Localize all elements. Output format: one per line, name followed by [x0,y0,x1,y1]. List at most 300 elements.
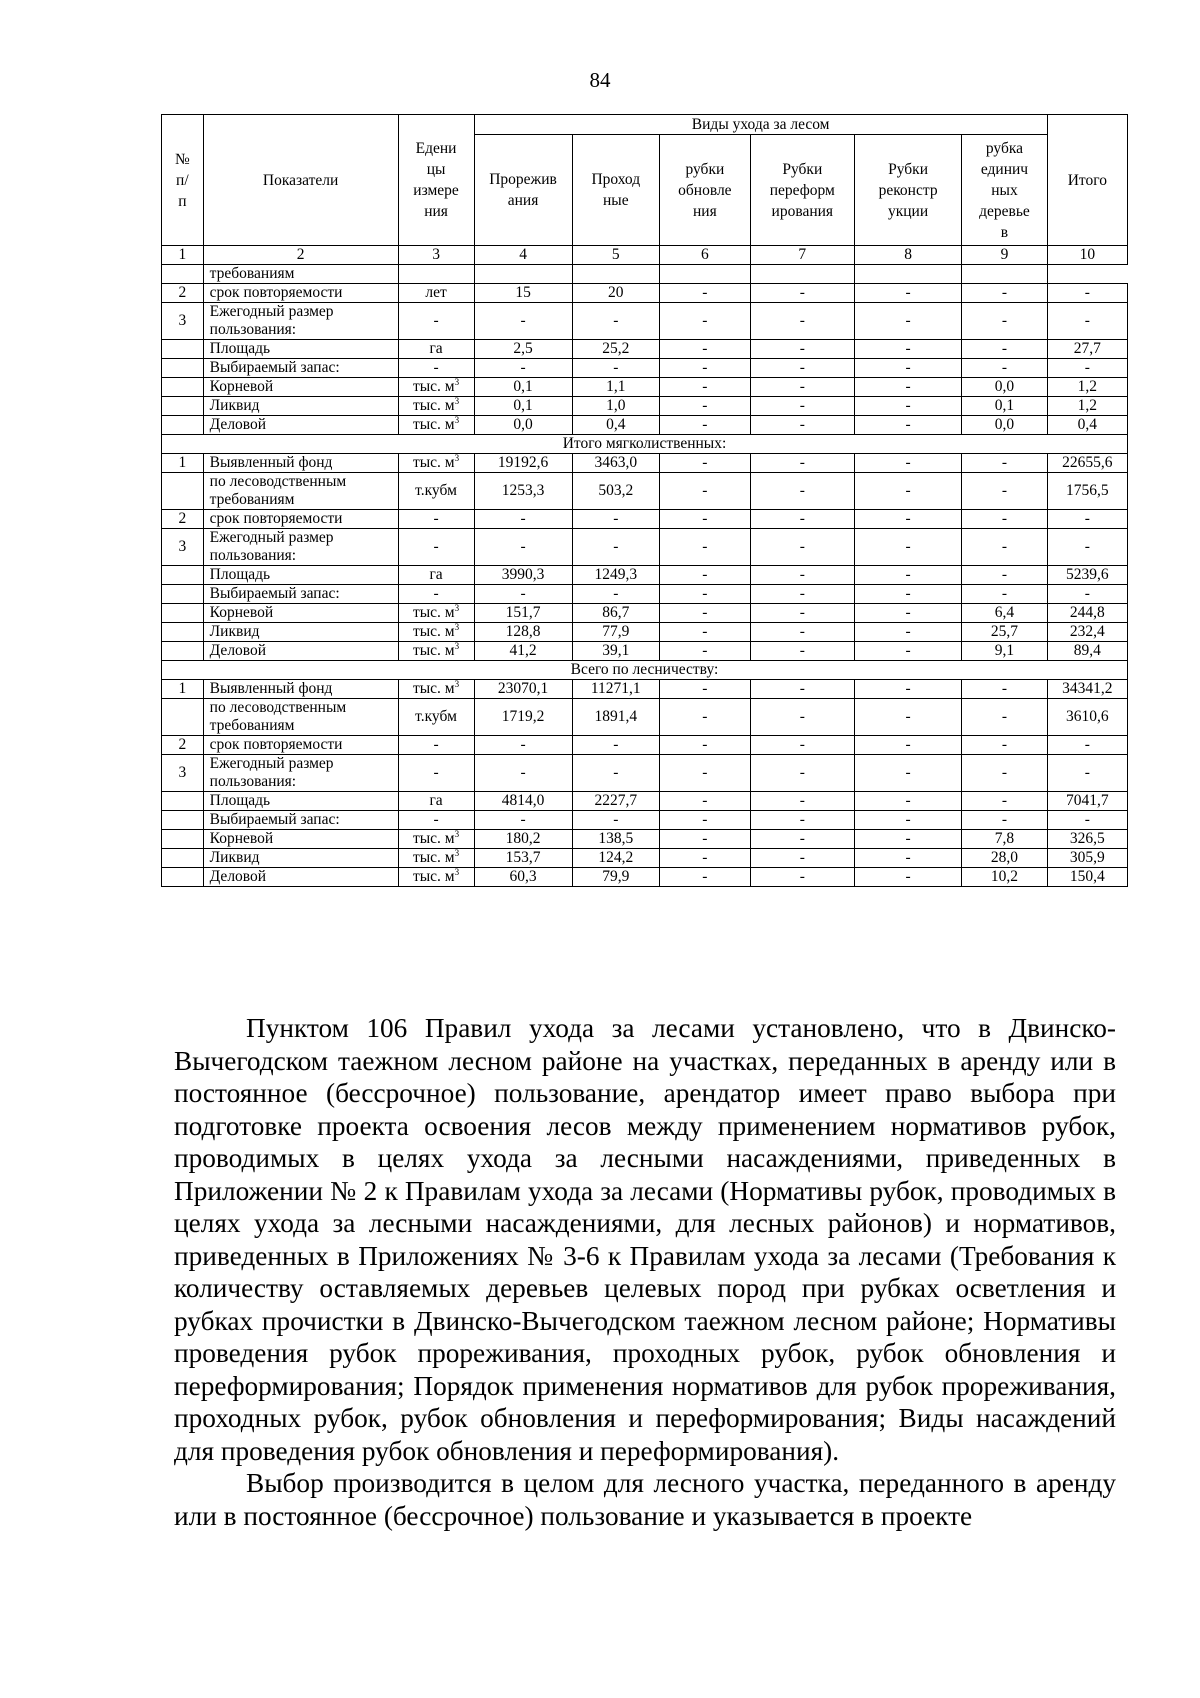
row-value: - [854,792,961,811]
row-value: 2227,7 [572,792,660,811]
header-text: Прорежив [489,171,557,188]
row-value: 89,4 [1047,642,1127,661]
row-value: - [660,849,751,868]
unit-superscript: 3 [454,377,460,387]
row-value: - [660,510,751,529]
header-text: ния [693,202,717,220]
row-unit: га [398,792,474,811]
row-number: 2 [162,736,204,755]
row-value: - [750,585,854,604]
header-care-type [660,135,751,246]
row-number: 1 [162,680,204,699]
row-value: - [750,736,854,755]
row-label: Ликвид [203,397,398,416]
unit-superscript: 3 [454,679,460,689]
row-value: - [660,736,751,755]
row-value: 5239,6 [1047,566,1127,585]
row-value: - [962,473,1047,510]
row-number [162,699,204,736]
row-value: - [854,868,961,887]
row-value: - [854,340,961,359]
header-text: рубки [685,160,725,178]
row-value [572,265,660,284]
row-value: 7041,7 [1047,792,1127,811]
row-number [162,473,204,510]
row-value: - [660,792,751,811]
row-value: - [854,284,961,303]
table-row [162,604,1128,623]
row-value: - [660,755,751,792]
unit-superscript: 3 [454,453,460,463]
header-text: измере [413,182,459,199]
unit-superscript: 3 [454,415,460,425]
row-value: - [854,378,961,397]
row-number [162,359,204,378]
table-row [162,397,1128,416]
row-value: - [962,340,1047,359]
row-value: 0,4 [1047,416,1127,435]
row-value: 11271,1 [572,680,660,699]
row-value: - [572,585,660,604]
row-value: 150,4 [1047,868,1127,887]
row-unit: тыс. $м^3$ [398,623,474,642]
row-value [750,265,854,284]
row-unit: - [398,359,474,378]
row-value: - [1047,284,1127,303]
row-label: требованиям [203,265,398,284]
row-unit: - [398,736,474,755]
row-unit: - [398,811,474,830]
row-value: 7,8 [962,830,1047,849]
header-units [398,115,474,246]
column-number: 2 [203,246,398,265]
row-value: 22655,6 [1047,454,1127,473]
column-number: 4 [474,246,572,265]
section-row [162,661,1128,680]
row-value: - [750,510,854,529]
row-value: 232,4 [1047,623,1127,642]
row-value: - [660,378,751,397]
row-value: - [660,397,751,416]
table-row [162,699,1128,736]
row-value: - [572,359,660,378]
header-text: обновле [678,181,732,199]
row-number [162,416,204,435]
row-value: 1249,3 [572,566,660,585]
forest-care-table [161,114,1128,887]
header-care-type [572,135,660,246]
row-value: 305,9 [1047,849,1127,868]
row-number [162,397,204,416]
row-label: Ликвид [203,623,398,642]
page-number: 84 [589,68,611,92]
row-value: - [962,585,1047,604]
unit-superscript: 3 [454,396,460,406]
row-value: - [660,680,751,699]
row-value: - [1047,529,1127,566]
row-value: 28,0 [962,849,1047,868]
row-value: - [854,736,961,755]
row-number [162,849,204,868]
row-value: - [962,303,1047,340]
row-value: - [750,529,854,566]
row-value: 86,7 [572,604,660,623]
row-value: - [750,830,854,849]
row-value: - [660,303,751,340]
row-value: 153,7 [474,849,572,868]
column-number: 6 [660,246,751,265]
row-value: 244,8 [1047,604,1127,623]
row-value: - [750,397,854,416]
row-value: 39,1 [572,642,660,661]
row-value: - [660,623,751,642]
row-unit: - [398,585,474,604]
table-header [162,115,1128,265]
row-value: - [660,830,751,849]
row-value: - [750,755,854,792]
row-value: - [854,623,961,642]
row-value: - [474,303,572,340]
row-value: - [962,529,1047,566]
header-text: ания [507,192,539,209]
unit-superscript: 3 [454,829,460,839]
row-value: 1,0 [572,397,660,416]
row-value: 3990,3 [474,566,572,585]
row-value: - [474,529,572,566]
row-value: 124,2 [572,849,660,868]
header-text: переформ [769,181,835,199]
header-text: Рубки [782,160,823,178]
row-value: 34341,2 [1047,680,1127,699]
row-value: - [962,680,1047,699]
row-number [162,830,204,849]
row-value: 79,9 [572,868,660,887]
section-title: Итого мягколиственных: [162,435,1128,454]
column-number: 8 [854,246,961,265]
row-value: 15 [474,284,572,303]
header-indicator: Показатели [203,115,398,246]
row-value: 1756,5 [1047,473,1127,510]
row-value: 60,3 [474,868,572,887]
header-care-type [962,135,1047,246]
header-text: ирования [771,202,834,220]
row-label: Выявленный фонд [203,680,398,699]
header-text: Едени [415,140,457,157]
row-value: - [854,359,961,378]
row-unit: тыс. $м^3$ [398,830,474,849]
header-text: ные [602,192,629,209]
row-value: - [1047,755,1127,792]
header-total: Итого [1047,115,1127,246]
row-label: Ежегодный размер пользования: [203,529,398,566]
row-value: - [854,585,961,604]
row-number [162,265,204,284]
row-unit: тыс. $м^3$ [398,397,474,416]
row-value: 41,2 [474,642,572,661]
column-number: 7 [750,246,854,265]
row-label: Выявленный фонд [203,454,398,473]
row-number: 3 [162,529,204,566]
row-value: - [962,736,1047,755]
header-text: в [1000,223,1009,241]
table-row [162,623,1128,642]
row-label: по лесоводственным требованиям [203,473,398,510]
header-num [162,115,204,246]
row-value: - [572,736,660,755]
body-text [174,1012,1116,1532]
row-value: - [572,510,660,529]
header-text: Проход [591,171,641,188]
row-value: - [750,642,854,661]
header-text: Рубки [888,160,929,178]
row-value: - [660,699,751,736]
row-value: - [660,642,751,661]
unit-superscript: 3 [454,867,460,877]
section-title: Всего по лесничеству: [162,661,1128,680]
row-value: - [854,755,961,792]
row-unit [398,265,474,284]
header-row [162,115,1128,135]
row-number [162,340,204,359]
row-value: - [854,811,961,830]
row-unit: т.кубм [398,473,474,510]
header-care-type [750,135,854,246]
row-label: Корневой [203,604,398,623]
row-value: 0,0 [962,378,1047,397]
row-unit: тыс. $м^3$ [398,416,474,435]
row-value: - [1047,811,1127,830]
row-unit: - [398,529,474,566]
unit-superscript: 3 [454,848,460,858]
table-row [162,811,1128,830]
row-value: - [1047,359,1127,378]
table-row [162,680,1128,699]
table-row [162,284,1128,303]
table-row [162,529,1128,566]
row-label: Выбираемый запас: [203,359,398,378]
row-value: - [854,699,961,736]
table-row [162,340,1128,359]
row-number [162,811,204,830]
header-text: реконстр [878,181,938,199]
table-row [162,736,1128,755]
row-label: Корневой [203,830,398,849]
row-value: - [854,642,961,661]
row-value: - [750,340,854,359]
table-row [162,830,1128,849]
row-number [162,792,204,811]
row-value: 1719,2 [474,699,572,736]
row-value: 0,0 [474,416,572,435]
row-value: - [474,811,572,830]
row-unit: тыс. $м^3$ [398,378,474,397]
unit-superscript: 3 [454,603,460,613]
row-value: - [1047,510,1127,529]
row-value: - [962,811,1047,830]
row-value: - [750,454,854,473]
row-value: 180,2 [474,830,572,849]
row-value: - [750,284,854,303]
row-value: - [854,680,961,699]
paragraph: Пунктом 106 Правил ухода за лесами установлено, что в Двинско-Вычегодском таежном лесном районе на участках, переданных в аренду или в постоянное (бессрочное) пользование, арендатор имеет право выбора при подготовке проекта освоения лесов между применением нормативов рубок, проводимых в целях ухода за лесными насаждениями, приведенных в Приложении № 2 к Правилам ухода за лесами (Нормативы рубок, проводимых в целях ухода за лесными насаждениями, для лесных районов) и нормативов, приведенных в Приложениях № 3-6 к Правилам ухода за лесами (Требования к количеству оставляемых деревьев целевых пород при рубках осветления и рубках прочистки в Двинско-Вычегодском таежном лесном районе; Нормативы проведения рубок прореживания, проходных рубок, рубок обновления и переформирования; Порядок применения нормативов для рубок прореживания, проходных рубок, рубок обновления и переформирования; Виды насаждений для проведения рубок обновления и переформирования). [174,1013,1116,1466]
row-value: - [660,340,751,359]
row-value: - [660,454,751,473]
row-number [162,642,204,661]
row-value: 503,2 [572,473,660,510]
row-value: 0,1 [962,397,1047,416]
row-value: 0,1 [474,378,572,397]
unit-superscript: 3 [454,622,460,632]
header-text: ния [424,203,448,220]
unit-superscript: 3 [454,641,460,651]
row-value: 25,7 [962,623,1047,642]
row-value: - [660,416,751,435]
row-value: - [962,510,1047,529]
row-value: - [474,510,572,529]
row-value: 0,1 [474,397,572,416]
row-value: - [750,699,854,736]
row-value: 3610,6 [1047,699,1127,736]
row-value: - [750,811,854,830]
row-label: Выбираемый запас: [203,585,398,604]
row-label: Корневой [203,378,398,397]
row-value: - [660,284,751,303]
header-text: цы [426,161,446,178]
row-value: 0,4 [572,416,660,435]
row-label: Деловой [203,868,398,887]
header-text: рубка [985,139,1024,157]
row-value: - [474,736,572,755]
row-value: - [750,849,854,868]
row-unit: га [398,566,474,585]
row-value: - [854,566,961,585]
row-value: - [854,830,961,849]
row-value: 0,0 [962,416,1047,435]
row-unit: лет [398,284,474,303]
row-value [854,265,961,284]
row-value: - [660,585,751,604]
table-row [162,792,1128,811]
row-value: 1253,3 [474,473,572,510]
column-number: 9 [962,246,1047,265]
row-value: - [750,473,854,510]
header-care-types-group: Виды ухода за лесом [474,115,1047,135]
row-value: - [660,529,751,566]
row-value: - [474,359,572,378]
row-value: - [854,510,961,529]
table-row [162,566,1128,585]
column-number: 5 [572,246,660,265]
table-row [162,473,1128,510]
row-value: 6,4 [962,604,1047,623]
row-label: Ежегодный размер пользования: [203,755,398,792]
header-text: п/ [176,171,189,189]
row-value: - [572,303,660,340]
table-row [162,454,1128,473]
header-text: п [178,192,187,210]
row-value: - [572,755,660,792]
row-value: - [572,811,660,830]
column-number: 1 [162,246,204,265]
paragraph: Выбор производится в целом для лесного участка, переданного в аренду или в постоянное (бессрочное) пользование и указывается в проекте [174,1468,1116,1531]
row-value: - [750,416,854,435]
row-label: срок повторяемости [203,284,398,303]
row-unit: тыс. $м^3$ [398,604,474,623]
row-label: срок повторяемости [203,510,398,529]
row-number [162,585,204,604]
row-value: - [660,604,751,623]
row-value: 20 [572,284,660,303]
header-text: единич [980,160,1029,178]
row-value: - [750,359,854,378]
table-row [162,755,1128,792]
header-care-type [474,135,572,246]
row-value: 27,7 [1047,340,1127,359]
row-value: - [854,303,961,340]
row-value: - [660,566,751,585]
row-number: 2 [162,284,204,303]
row-value: 2,5 [474,340,572,359]
row-label: Площадь [203,792,398,811]
row-value: - [660,359,751,378]
row-unit: - [398,755,474,792]
row-number [162,566,204,585]
row-value: - [660,473,751,510]
row-value: 138,5 [572,830,660,849]
row-value: - [660,868,751,887]
row-number: 1 [162,454,204,473]
row-value: 10,2 [962,868,1047,887]
row-value: - [962,284,1047,303]
table-row [162,303,1128,340]
row-value: - [750,378,854,397]
row-label: Деловой [203,642,398,661]
row-label: по лесоводственным требованиям [203,699,398,736]
row-value: 1,2 [1047,378,1127,397]
row-unit: - [398,510,474,529]
row-value [660,265,751,284]
row-value: - [962,755,1047,792]
table-row [162,849,1128,868]
row-value: 77,9 [572,623,660,642]
row-unit: - [398,303,474,340]
table-row [162,868,1128,887]
column-number: 10 [1047,246,1127,265]
row-value: - [750,680,854,699]
table-row [162,359,1128,378]
row-label: Деловой [203,416,398,435]
table-row [162,265,1128,284]
row-value: - [750,303,854,340]
row-value [962,265,1047,284]
row-value: - [962,454,1047,473]
row-label: Площадь [203,340,398,359]
header-text: ных [991,181,1018,199]
row-value: - [854,454,961,473]
row-value: 23070,1 [474,680,572,699]
row-value: - [750,566,854,585]
table-row [162,585,1128,604]
row-value: 1,2 [1047,397,1127,416]
row-label: Выбираемый запас: [203,811,398,830]
row-value: 9,1 [962,642,1047,661]
row-value: 151,7 [474,604,572,623]
row-value: - [854,416,961,435]
row-value: 326,5 [1047,830,1127,849]
row-number: 3 [162,303,204,340]
row-value: 19192,6 [474,454,572,473]
row-value: - [962,792,1047,811]
